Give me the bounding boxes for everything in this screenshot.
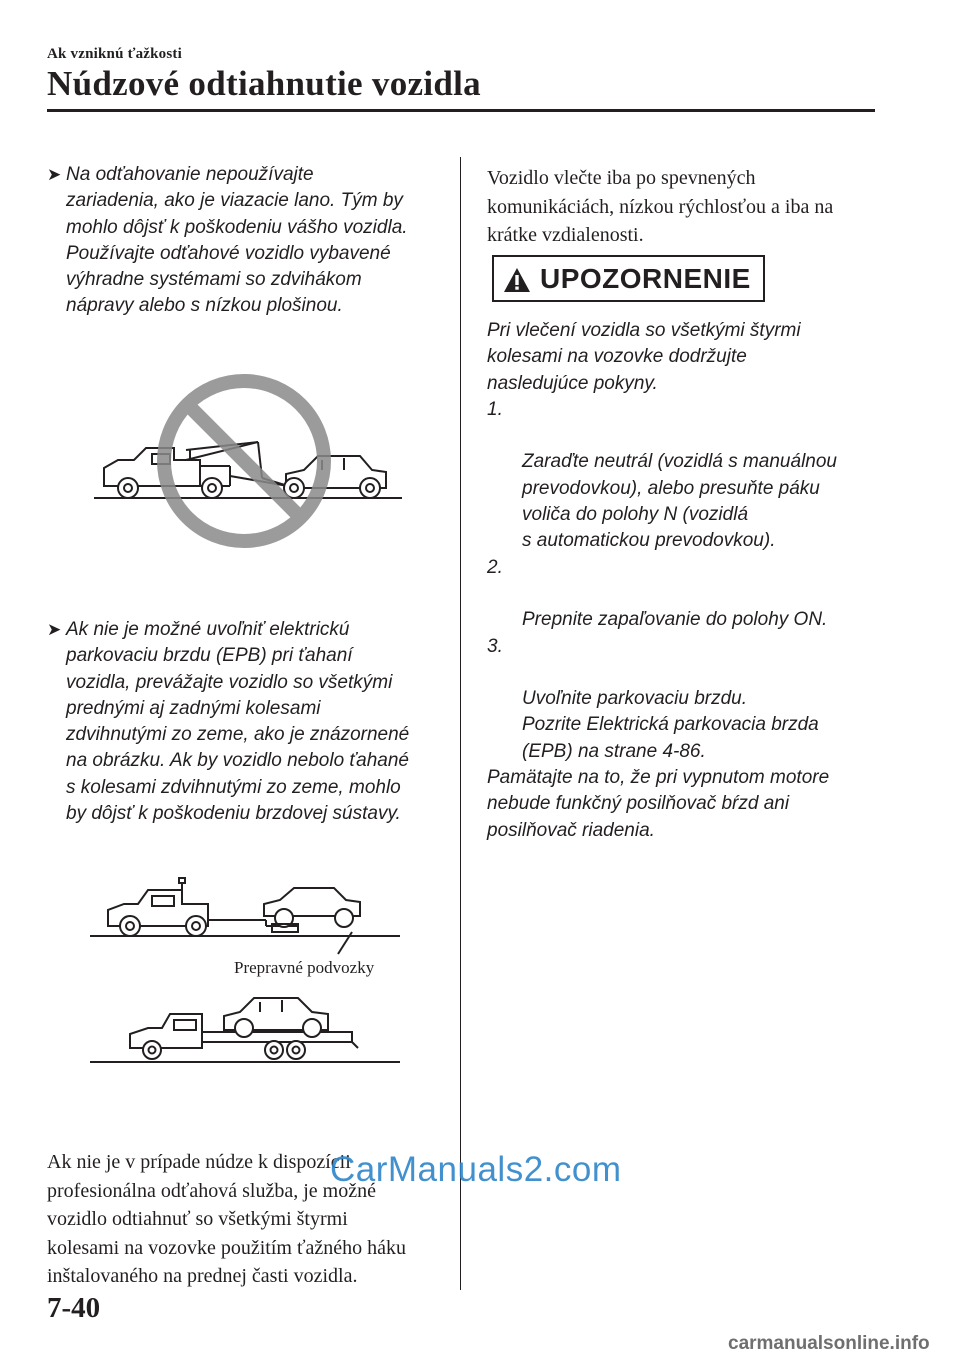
carmanuals-watermark: CarManuals2.com (330, 1150, 622, 1189)
caution-body (487, 318, 877, 844)
caution-step-number: 2. (487, 556, 503, 578)
caution-outro: Pamätajte na to, že pri vypnutom motore nebude funkčný posilňovač bŕzd ani posilňovač riadenia. (487, 767, 830, 841)
caution-header (492, 255, 765, 302)
prohibited-tow-illustration (90, 370, 410, 550)
caution-step-1 (487, 397, 877, 555)
note-no-rope-text: Na odťahovanie nepoužívajte zariadenia, ako je viazacie lano. Tým by mohlo dôjsť k poškodeniu vášho vozidla. Používajte odťahové vozidlo vybavené výhradne systémami so zdvihákom nápravy alebo s nízkou plošinou. (66, 164, 408, 317)
page-title: Núdzové odtiahnutie vozidla (47, 64, 481, 103)
caution-step-2 (487, 555, 877, 634)
flatbed-illustration (90, 992, 400, 1064)
note-epb-text: Ak nie je možné uvoľniť elektrickú parkovaciu brzdu (EPB) pri ťahaní vozidla, prevážajte vozidlo so všetkými prednými aj zadnými kolesami zdvihnutými zo zeme, ako je znázornené na obrázku. Ak by vozidlo nebolo ťahané s kolesami zdvihnutými zo zeme, mohlo by dôjsť k poškodeniu brzdovej sústavy. (66, 619, 410, 825)
caution-step-number: 3. (487, 635, 503, 657)
tow-truck-wheel-rear (202, 478, 222, 498)
warning-triangle-icon (502, 266, 532, 294)
caution-step-3 (487, 634, 877, 765)
towed-car-wheel-rear (360, 478, 380, 498)
caution-step-number: 1. (487, 398, 503, 420)
note-no-rope (47, 162, 447, 320)
towing-intro: Vozidlo vlečte iba po spevnených komunikáciách, nízkou rýchlosťou a iba na krátke vzdialenosti. (487, 167, 834, 247)
section-label: Ak vzniknú ťažkosti (47, 46, 182, 62)
wheel-dolly-illustration (90, 876, 400, 956)
caution-intro: Pri vlečení vozidla so všetkými štyrmi kolesami na vozovke dodržujte nasledujúce pokyny. (487, 320, 801, 394)
caution-step-text: Uvoľnite parkovaciu brzdu. Pozrite Elektrická parkovacia brzda (EPB) na strane 4-86. (522, 688, 819, 762)
caution-step-text: Prepnite zapaľovanie do polohy ON. (522, 609, 828, 631)
page-number: 7-40 (47, 1292, 101, 1324)
caution-title: UPOZORNENIE (540, 263, 751, 294)
carmanualsonline-watermark: carmanualsonline.info (728, 1333, 930, 1354)
tow-truck-wheel-front (118, 478, 138, 498)
arrow-bullet-icon: ➤ (47, 165, 62, 184)
note-epb (47, 617, 447, 827)
arrow-bullet-icon: ➤ (47, 620, 62, 639)
emergency-hook-paragraph: Ak nie je v prípade núdze k dispozícii profesionálna odťahová služba, je možné vozidlo odtiahnuť so všetkými štyrmi kolesami na vozovke použitím ťažného háku inštalovaného na prednej časti vozidla. (47, 1151, 406, 1288)
column-divider (460, 157, 461, 1290)
caution-step-text: Zaraďte neutrál (vozidlá s manuálnou prevodovkou), alebo presuňte páku voliča do polohy N (vozidlá s automatickou prevodovkou). (522, 451, 837, 552)
title-rule (47, 109, 875, 112)
illustration-caption: Prepravné podvozky (234, 958, 375, 977)
